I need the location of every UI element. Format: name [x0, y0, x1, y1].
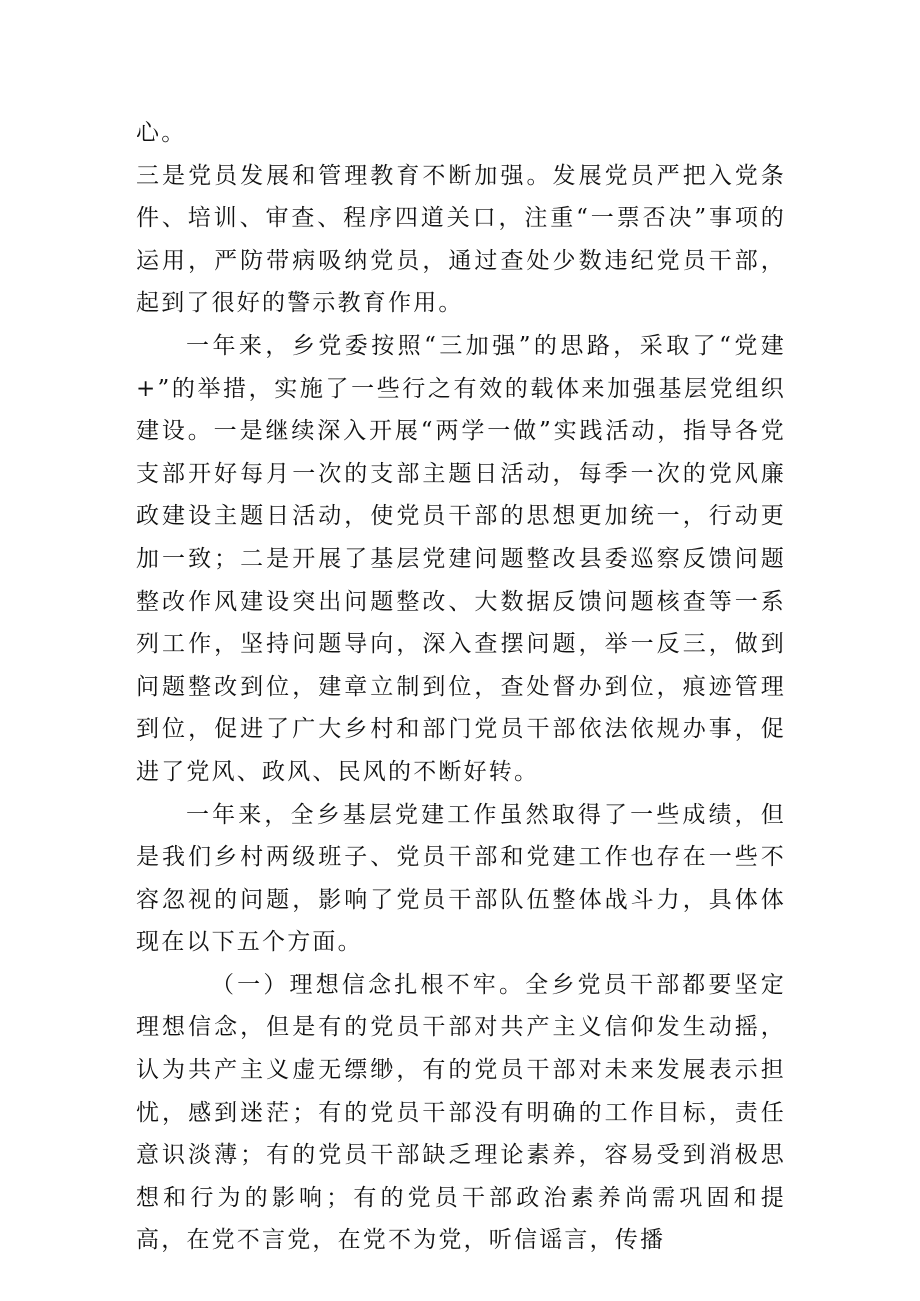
paragraph-existing-problems: 一年来，全乡基层党建工作虽然取得了一些成绩，但是我们乡村两级班子、党员干部和党建工作也存在一些不容忽视的问题，影响了党员干部队伍整体战斗力，具体体现在以下五个方面。 [136, 801, 786, 956]
paragraph-party-member-development: 三是党员发展和管理教育不断加强。发展党员严把入党条件、培训、审查、程序四道关口，注重“一票否决”事项的运用，严防带病吸纳党员，通过查处少数违纪党员干部，起到了很好的警示教育作用。 [136, 162, 786, 317]
paragraph-continuation: 心。 [136, 120, 187, 146]
paragraph-party-building-measures: 一年来，乡党委按照“三加强”的思路，采取了“党建+”的举措，实施了一些行之有效的载体来加强基层党组织建设。一是继续深入开展“两学一做”实践活动，指导各党支部开好每月一次的支部主题日活动，每季一次的党风廉政建设主题日活动，使党员干部的思想更加统一，行动更加一致；二是开展了基层党建问题整改县委巡察反馈问题整改作风建设突出问题整改、大数据反馈问题核查等一系列工作，坚持问题导向，深入查摆问题，举一反三，做到问题整改到位，建章立制到位，查处督办到位，痕迹管理到位，促进了广大乡村和部门党员干部依法依规办事，促进了党风、政风、民风的不断好转。 [136, 332, 786, 785]
document-body [136, 112, 786, 1262]
paragraph-ideals-and-beliefs: （一）理想信念扎根不牢。全乡党员干部都要坚定理想信念，但是有的党员干部对共产主义信仰发生动摇，认为共产主义虚无缥缈，有的党员干部对未来发展表示担忧，感到迷茫；有的党员干部没有明确的工作目标，责任意识淡薄；有的党员干部缺乏理论素养，容易受到消极思想和行为的影响；有的党员干部政治素养尚需巩固和提高，在党不言党，在党不为党，听信谣言，传播 [136, 971, 786, 1254]
